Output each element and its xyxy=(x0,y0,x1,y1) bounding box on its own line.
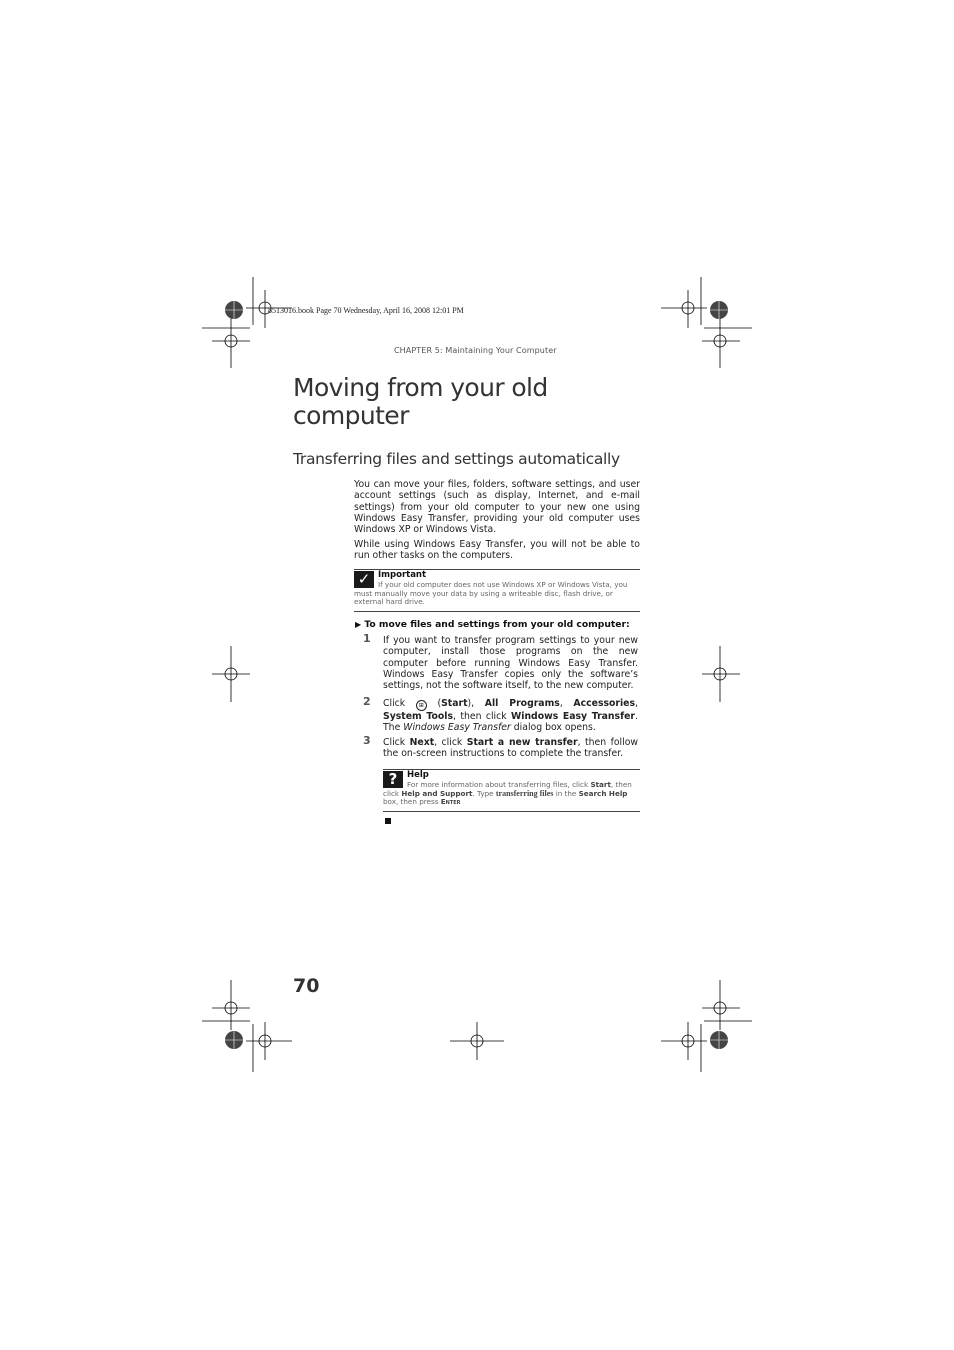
procedure-heading-text: To move files and settings from your old computer: xyxy=(364,619,630,630)
end-of-section-mark xyxy=(385,818,391,824)
warning-paragraph: While using Windows Easy Transfer, you will not be able to run other tasks on the computers. xyxy=(354,539,640,562)
checkmark-icon: ✓ xyxy=(354,571,374,588)
page-title: Moving from your old computer xyxy=(293,373,548,430)
triangle-bullet-icon: ▶ xyxy=(355,620,362,629)
running-header: CHAPTER 5: Maintaining Your Computer xyxy=(394,346,557,355)
question-icon: ? xyxy=(383,771,403,788)
important-label: Important xyxy=(378,570,427,580)
step-number-2: 2 xyxy=(363,695,371,708)
step-text-1: If you want to transfer program settings to your new computer, install those programs on the new computer before running Windows Easy Transfer. Windows Easy Transfer copies only the software’s settings, not the software itself, to the new computer. xyxy=(383,635,638,692)
step-text-3: Click Next, click Start a new transfer, then follow the on-screen instructions to complete the transfer. xyxy=(383,737,638,760)
print-slug-line: 8513016.book Page 70 Wednesday, April 16, 2008 12:01 PM xyxy=(268,306,464,315)
windows-start-icon: ⊞ xyxy=(416,700,427,711)
intro-paragraph: You can move your files, folders, software settings, and user account settings (such as display, Internet, and e-mail settings) from your old computer to your new one using Windows Easy Transfer, providing your old computer uses Windows XP or Windows Vista. xyxy=(354,479,640,536)
help-label: Help xyxy=(407,770,429,780)
important-note xyxy=(354,569,640,612)
step-number-1: 1 xyxy=(363,632,371,645)
help-text: For more information about transferring files, click Start, then click Help and Support. Type transferring files in the Search Help box, then press Enter xyxy=(383,780,632,807)
step-text-2: Click ⊞ (Start), All Programs, Accessories, System Tools, then click Windows Easy Transfer. The Windows Easy Transfer dialog box opens. xyxy=(383,698,638,734)
procedure-heading xyxy=(355,619,630,630)
important-text: If your old computer does not use Windows XP or Windows Vista, you must manually move your data by using a writeable disc, flash drive, or external hard drive. xyxy=(354,580,628,607)
help-note xyxy=(383,769,640,812)
page-number: 70 xyxy=(293,975,320,997)
step-number-3: 3 xyxy=(363,734,371,747)
section-title: Transferring files and settings automatically xyxy=(293,450,620,468)
